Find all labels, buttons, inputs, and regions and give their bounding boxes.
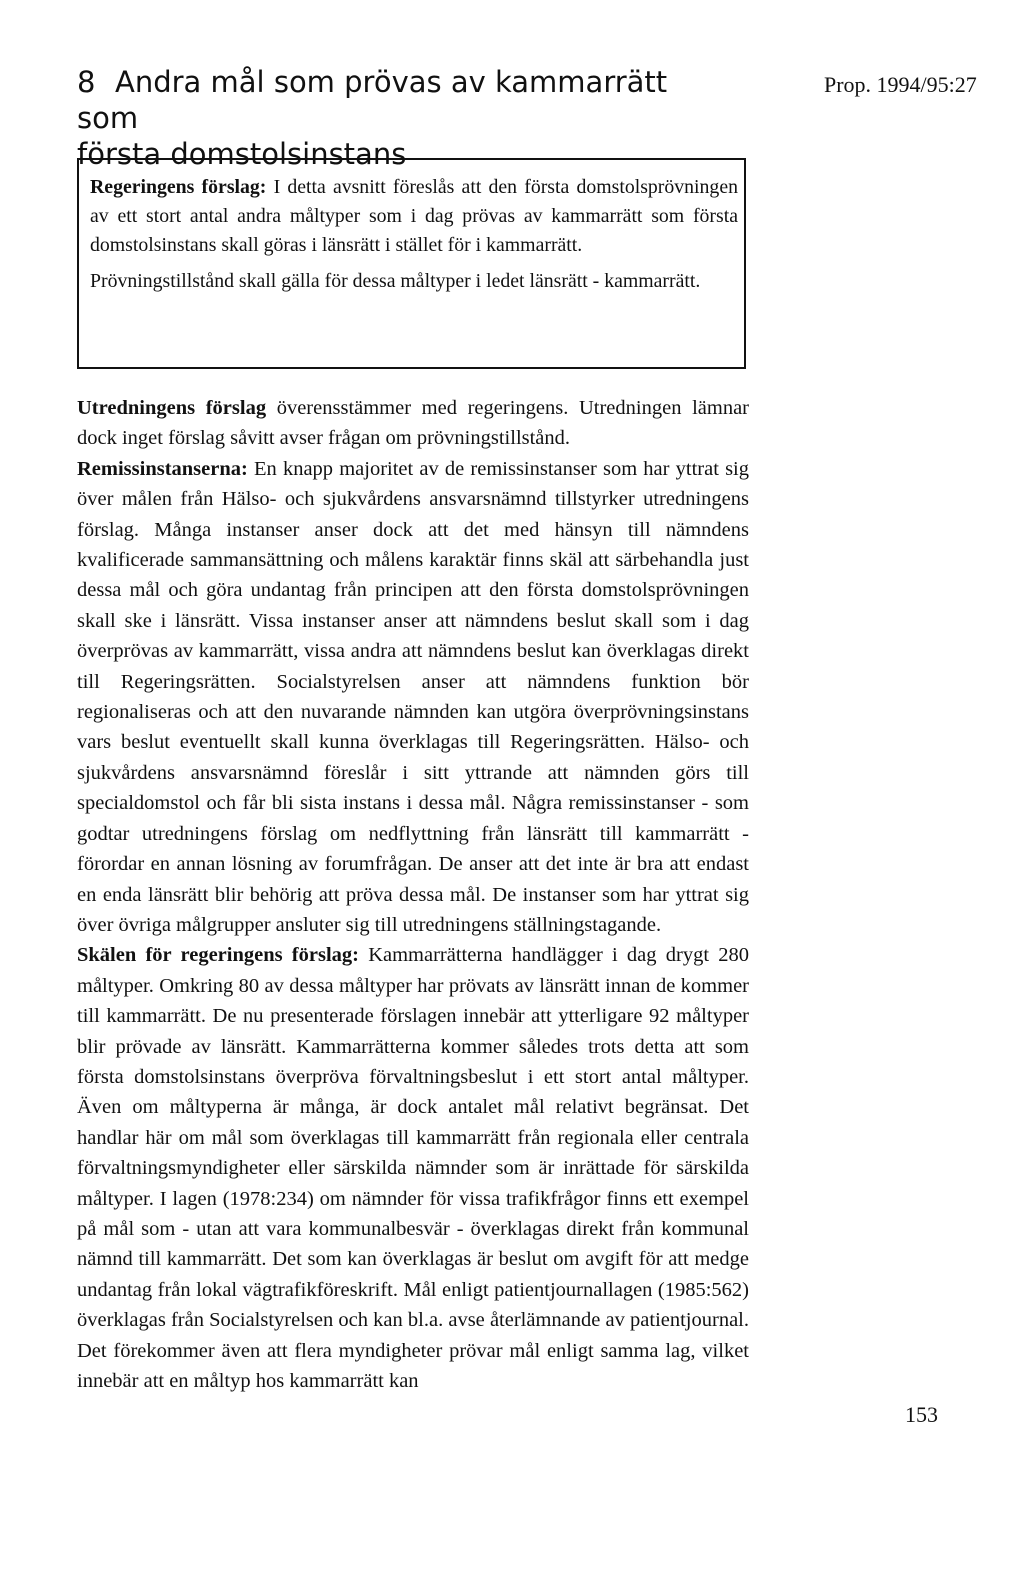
reasons-paragraph bbox=[77, 940, 749, 1396]
chapter-title-line1: Andra mål som prövas av kammarrätt som bbox=[77, 65, 668, 135]
proposition-reference: Prop. 1994/95:27 bbox=[824, 72, 977, 97]
chapter-title-line2: första domstolsinstans bbox=[77, 137, 407, 171]
proposal-text-2: Prövningstillstånd skall gälla för dessa måltyper i ledet länsrätt - kammarrätt. bbox=[90, 270, 701, 292]
consultation-lead: Remissinstanserna: bbox=[77, 457, 248, 480]
body-text bbox=[77, 393, 749, 1396]
government-proposal-box bbox=[77, 158, 746, 369]
chapter-number: 8 bbox=[77, 65, 96, 99]
chapter-heading bbox=[77, 64, 717, 172]
inquiry-lead: Utredningens förslag bbox=[77, 397, 267, 419]
inquiry-text: överensstämmer med regeringens. Utredningen lämnar dock inget förslag såvitt avser frågan om prövningstillstånd. bbox=[77, 397, 749, 450]
page-number: 153 bbox=[905, 1402, 938, 1427]
inquiry-paragraph bbox=[77, 393, 749, 454]
proposal-paragraph-2 bbox=[90, 267, 738, 296]
proposal-text-1: I detta avsnitt föreslås att den första domstolsprövningen av ett stort antal andra måltyper som i dag prövas av kammarrätt som första domstolsinstans skall göras i länsrätt i stället för i kammarrätt. bbox=[90, 176, 738, 256]
consultation-paragraph bbox=[77, 454, 749, 941]
reasons-text: Kammarrätterna handlägger i dag drygt 280 måltyper. Omkring 80 av dessa måltyper har prövats av länsrätt innan de kommer till kammarrätt. De nu presenterade förslagen innebär att ytterligare 92 måltyper blir prövade av länsrätt. Kammarrätterna kommer således trots detta att som första domstolsinstans överpröva förvaltningsbeslut i ett stort antal måltyper. Även om måltyperna är många, är dock antalet mål relativt begränsat. Det handlar här om mål som överklagas till kammarrätt från regionala eller centrala förvaltningsmyndigheter eller särskilda nämnder som är inrättade för särskilda måltyper. I lagen (1978:234) om nämnder för vissa trafikfrågor finns ett exempel på mål som - utan att vara kommunalbesvär - överklagas direkt från kommunal nämnd till kammarrätt. Det som kan överklagas är beslut om avgift för att medge undantag från lokal vägtrafikföreskrift. Mål enligt patientjournallagen (1985:562) överklagas från Socialstyrelsen och kan bl.a. avse återlämnande av patientjournal. Det förekommer även att flera myndigheter prövar mål enligt samma lag, vilket innebär att en måltyp hos kammarrätt kan bbox=[77, 944, 749, 1392]
proposal-lead: Regeringens förslag: bbox=[90, 176, 267, 198]
reasons-lead: Skälen för regeringens förslag: bbox=[77, 944, 359, 967]
proposal-paragraph-1 bbox=[90, 173, 738, 260]
consultation-text: En knapp majoritet av de remissinstanser som har yttrat sig över målen från Hälso- och sjukvårdens ansvarsnämnd tillstyrker utredningens förslag. Många instanser anser dock att det med hänsyn till nämndens kvalificerade sammansättning och målens karaktär finns skäl att särbehandla just dessa mål och göra undantag från principen att den första domstolsprövningen skall ske i länsrätt. Vissa instanser anser att nämndens beslut skall som i dag överprövas av kammarrätt, vissa andra att nämndens beslut kan överklagas direkt till Regeringsrätten. Socialstyrelsen anser att nämndens funktion bör regionaliseras och att den nuvarande nämnden kan utgöra överprövningsinstans vars beslut eventuellt skall kunna överklagas till Regeringsrätten. Hälso- och sjukvårdens ansvarsnämnd föreslår i sitt yttrande att nämnden görs till specialdomstol och får bli sista instans i dessa mål. Några remissinstanser - som godtar utredningens förslag om nedflyttning från länsrätt till kammarrätt - förordar en annan lösning av forumfrågan. De anser att det inte är bra att endast en enda länsrätt blir behörig att pröva dessa mål. De instanser som har yttrat sig över övriga målgrupper ansluter sig till utredningens ställningstagande. bbox=[77, 457, 749, 936]
